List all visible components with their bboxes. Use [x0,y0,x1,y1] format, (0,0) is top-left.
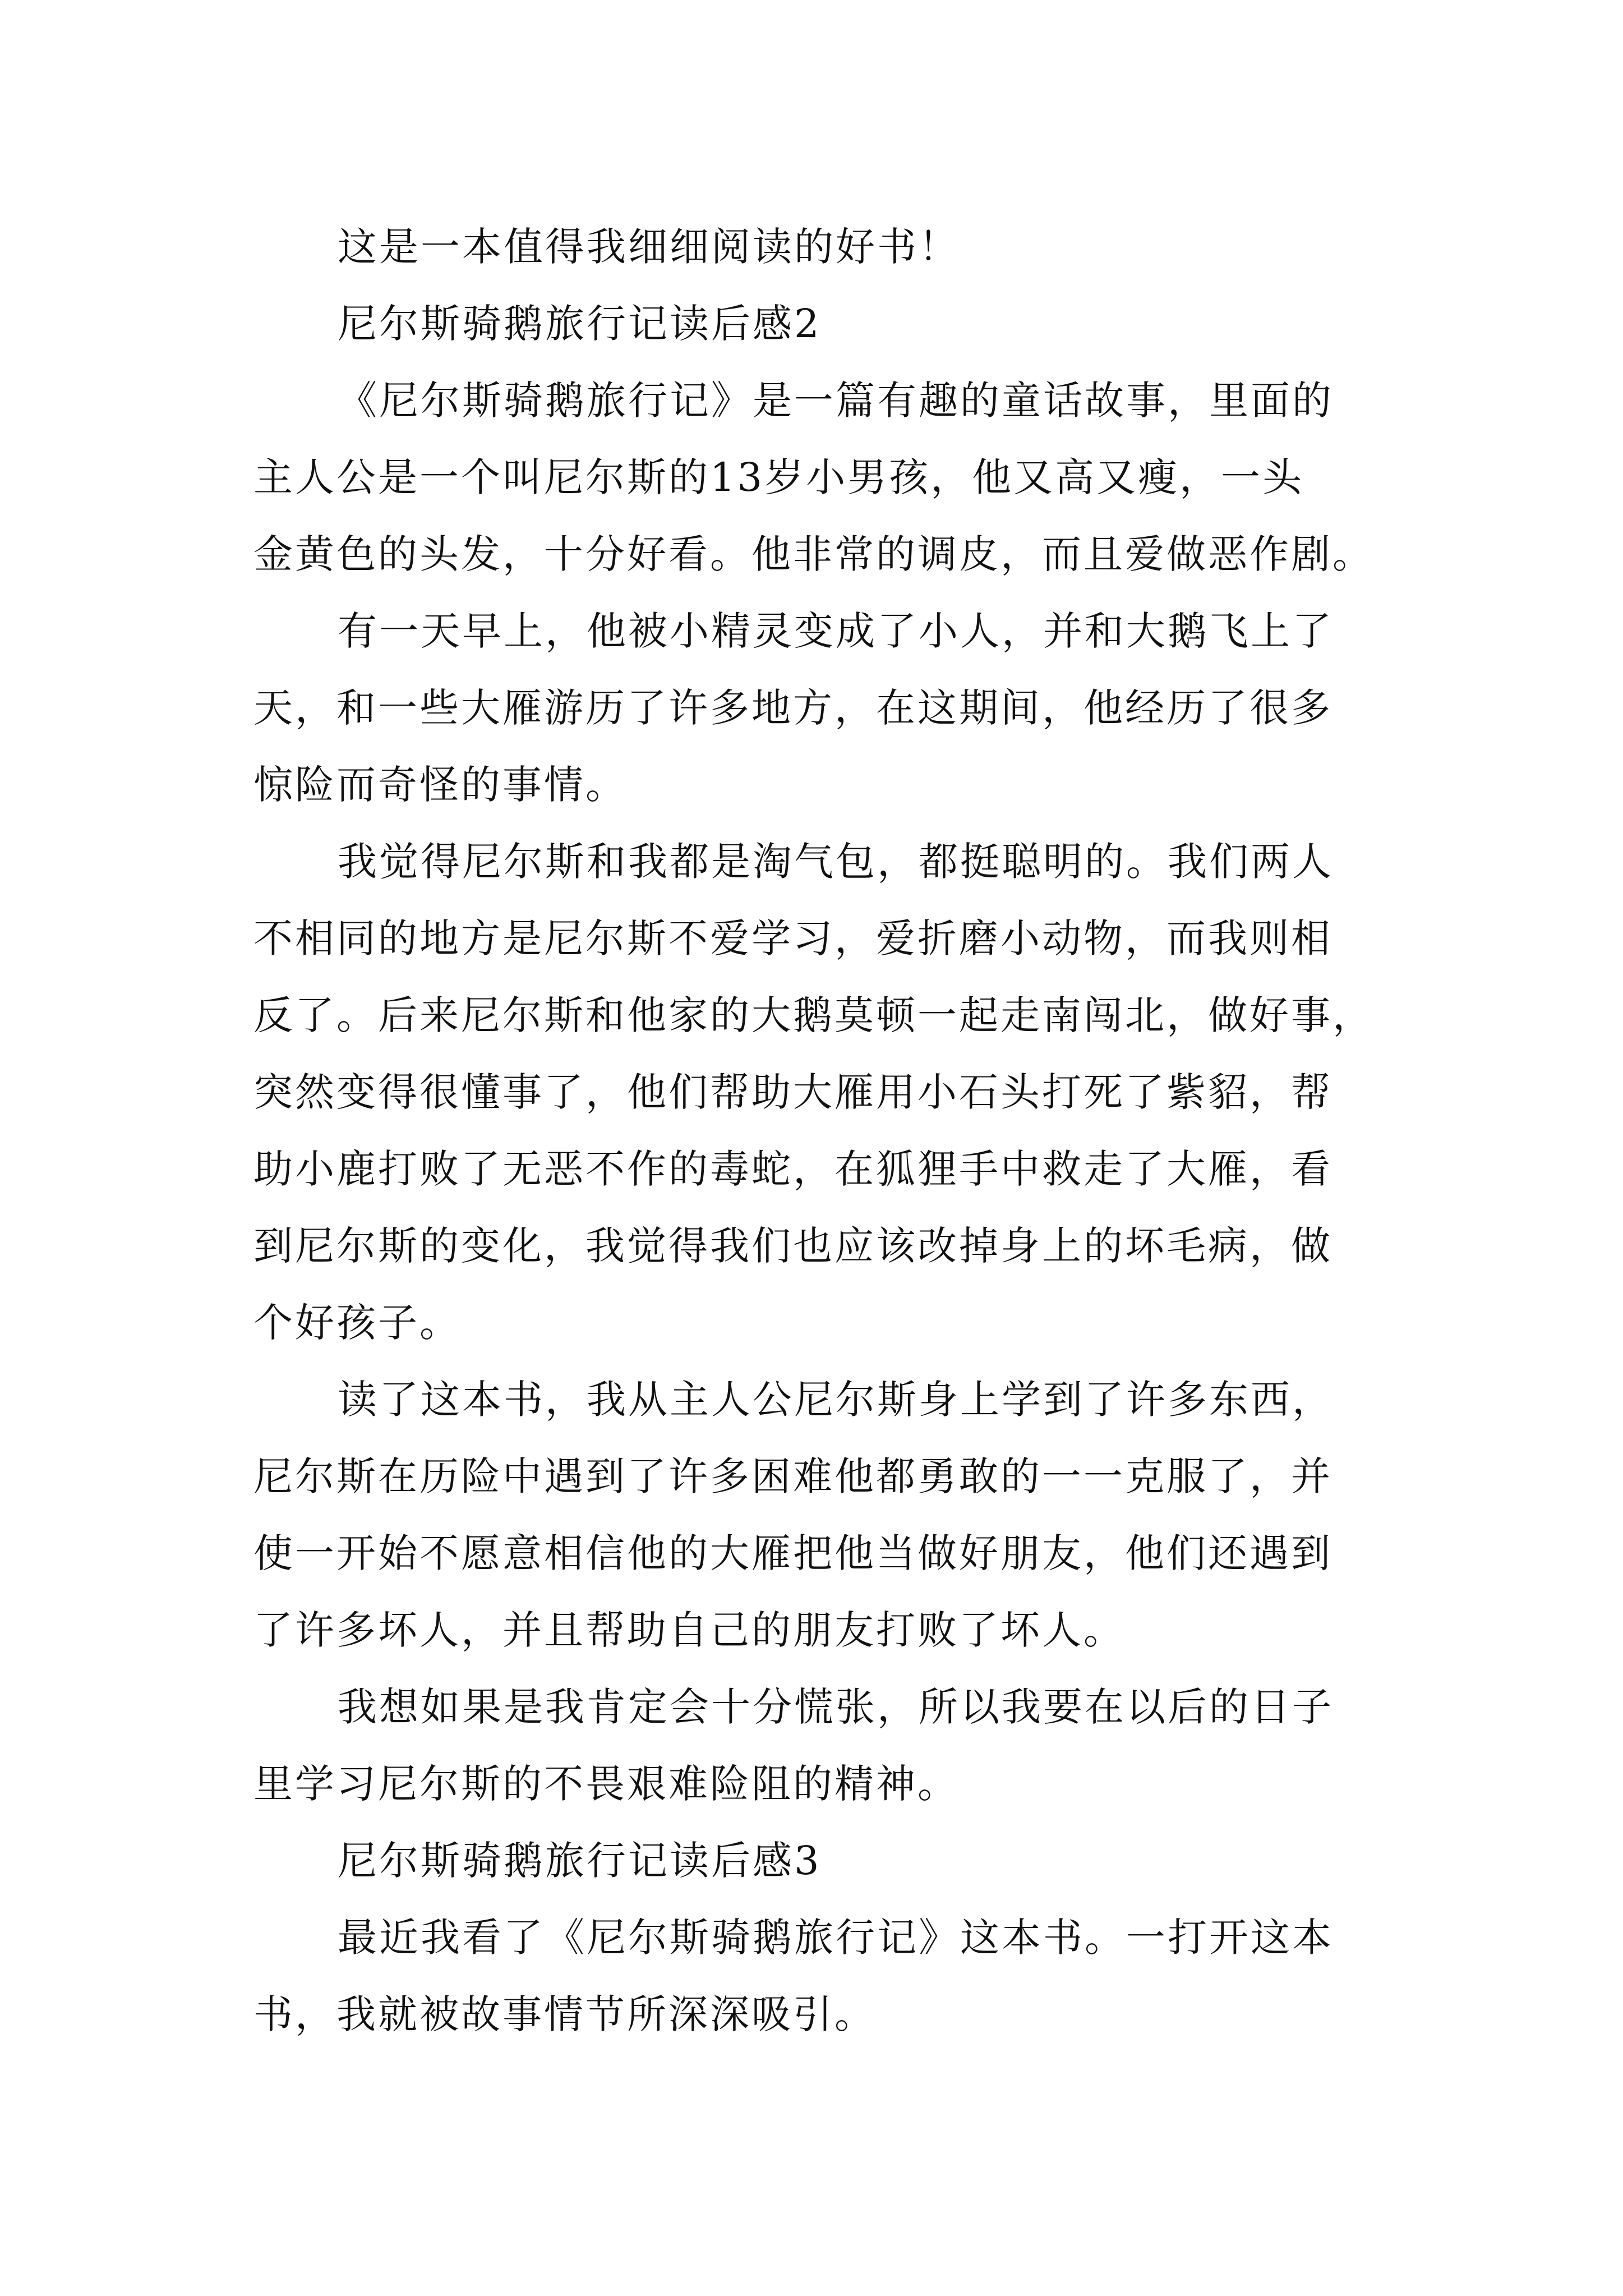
text-line: 个好孩子。 [253,1300,461,1346]
text-line: 我觉得尼尔斯和我都是淘气包，都挺聪明的。我们两人 [338,839,1334,885]
text-line: 反了。后来尼尔斯和他家的大鹅莫顿一起走南闯北，做好事， [253,992,1374,1038]
text-line: 读了这本书，我从主人公尼尔斯身上学到了许多东西， [338,1377,1334,1423]
text-line: 书，我就被故事情节所深深吸引。 [253,1991,876,2037]
section-heading: 尼尔斯骑鹅旅行记读后感2 [338,301,822,347]
text-line: 最近我看了《尼尔斯骑鹅旅行记》这本书。一打开这本 [338,1915,1334,1961]
section-heading: 尼尔斯骑鹅旅行记读后感3 [338,1838,822,1884]
text-line: 到尼尔斯的变化，我觉得我们也应该改掉身上的坏毛病，做 [253,1223,1332,1269]
text-line: 我想如果是我肯定会十分慌张，所以我要在以后的日子 [338,1684,1334,1730]
text-line: 不相同的地方是尼尔斯不爱学习，爱折磨小动物，而我则相 [253,915,1332,961]
text-line: 尼尔斯在历险中遇到了许多困难他都勇敢的一一克服了，并 [253,1453,1332,1499]
text-line: 天，和一些大雁游历了许多地方，在这期间，他经历了很多 [253,685,1332,731]
document-body [253,209,1375,2053]
text-line: 金黄色的头发，十分好看。他非常的调皮，而且爱做恶作剧。 [253,531,1374,577]
text-line: 有一天早上，他被小精灵变成了小人，并和大鹅飞上了 [338,608,1334,654]
text-line: 里学习尼尔斯的不畏艰难险阻的精神。 [253,1761,959,1807]
text-line: 这是一本值得我细细阅读的好书！ [338,224,960,270]
text-line: 了许多坏人，并且帮助自己的朋友打败了坏人。 [253,1607,1125,1653]
text-line: 助小鹿打败了无恶不作的毒蛇，在狐狸手中救走了大雁，看 [253,1146,1332,1192]
text-line: 使一开始不愿意相信他的大雁把他当做好朋友，他们还遇到 [253,1530,1332,1576]
text-line: 惊险而奇怪的事情。 [253,762,627,808]
text-line: 突然变得很懂事了，他们帮助大雁用小石头打死了紫貂，帮 [253,1069,1332,1115]
text-line: 《尼尔斯骑鹅旅行记》是一篇有趣的童话故事，里面的 [338,378,1334,424]
text-line: 主人公是一个叫尼尔斯的13岁小男孩，他又高又瘦，一头 [253,454,1304,500]
